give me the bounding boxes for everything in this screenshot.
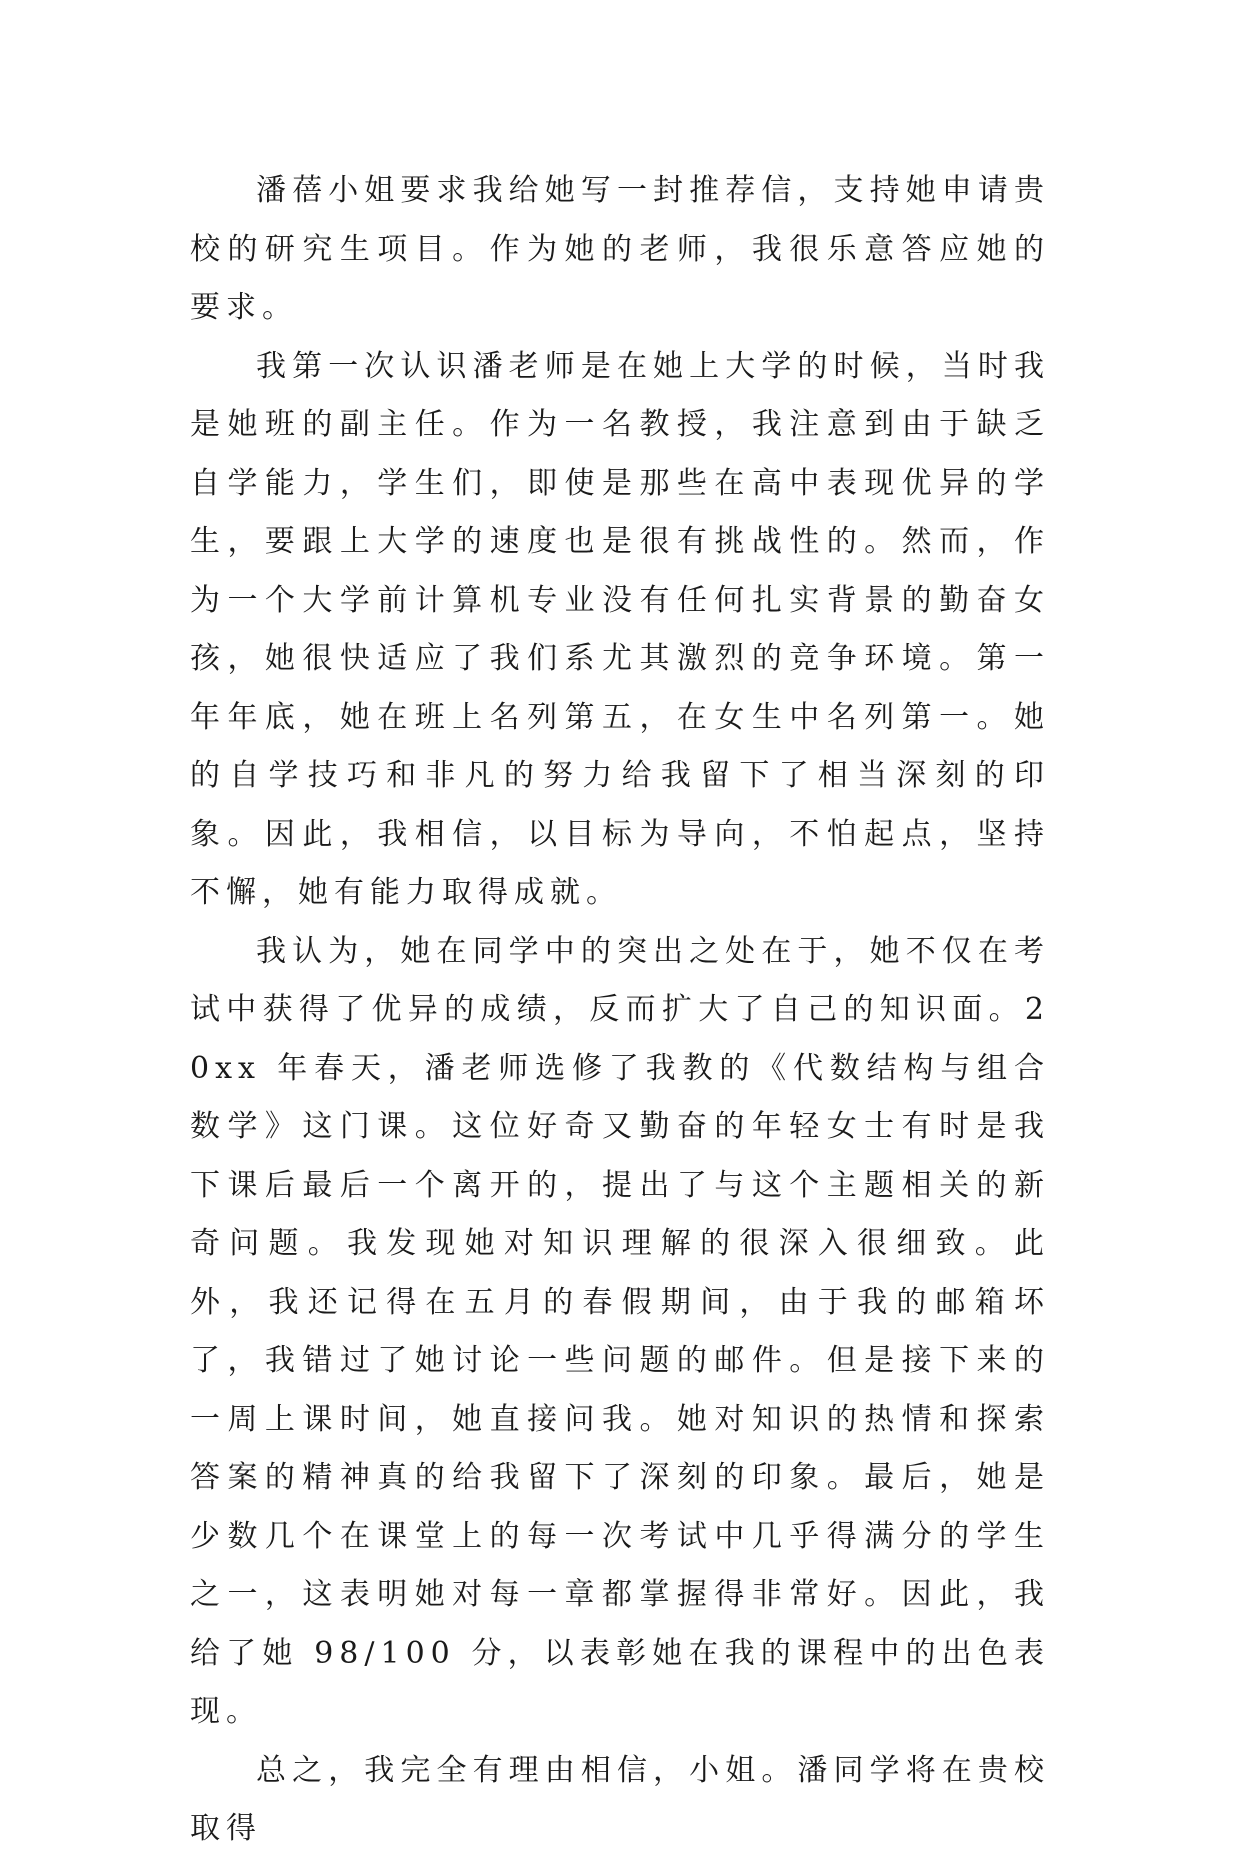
letter-body bbox=[190, 162, 1050, 1859]
paragraph-first-meeting: 我第一次认识潘老师是在她上大学的时候，当时我是她班的副主任。作为一名教授，我注意到由于缺乏自学能力，学生们，即使是那些在高中表现优异的学生，要跟上大学的速度也是很有挑战性的。然而，作为一个大学前计算机专业没有任何扎实背景的勤奋女孩，她很快适应了我们系尤其激烈的竞争环境。第一年年底，她在班上名列第五，在女生中名列第一。她的自学技巧和非凡的努力给我留下了相当深刻的印象。因此，我相信，以目标为导向，不怕起点，坚持不懈，她有能力取得成就。 bbox=[190, 348, 1050, 910]
paragraph-conclusion: 总之，我完全有理由相信，小姐。潘同学将在贵校取得 bbox=[190, 1752, 1050, 1846]
paragraph-coursework: 我认为，她在同学中的突出之处在于，她不仅在考试中获得了优异的成绩，反而扩大了自己的知识面。20xx 年春天，潘老师选修了我教的《代数结构与组合数学》这门课。这位好奇又勤奋的年轻女士有时是我下课后最后一个离开的，提出了与这个主题相关的新奇问题。我发现她对知识理解的很深入很细致。此外，我还记得在五月的春假期间，由于我的邮箱坏了，我错过了她讨论一些问题的邮件。但是接下来的一周上课时间，她直接问我。她对知识的热情和探索答案的精神真的给我留下了深刻的印象。最后，她是少数几个在课堂上的每一次考试中几乎得满分的学生之一，这表明她对每一章都掌握得非常好。因此，我给了她 98/100 分，以表彰她在我的课程中的出色表现。 bbox=[190, 933, 1050, 1729]
paragraph-intro: 潘蓓小姐要求我给她写一封推荐信，支持她申请贵校的研究生项目。作为她的老师，我很乐意答应她的要求。 bbox=[190, 173, 1050, 325]
